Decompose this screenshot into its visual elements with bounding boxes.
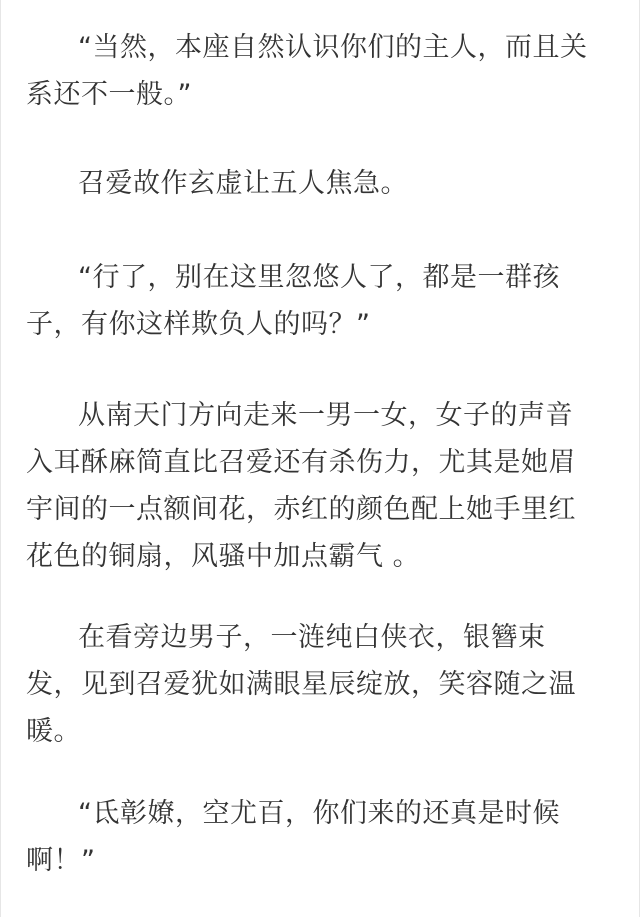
paragraph-line: “行了，别在这里忽悠人了，都是一群孩 bbox=[78, 262, 560, 293]
paragraph-6 bbox=[26, 790, 616, 884]
paragraph-line: 从南天门方向走来一男一女，女子的声音 bbox=[78, 400, 573, 431]
paragraph-line: “氐彰嫽，空尤百，你们来的还真是时候 bbox=[78, 798, 560, 829]
paragraph-line: “当然，本座自然认识你们的主人，而且关 bbox=[78, 32, 588, 63]
paragraph-line: 召爱故作玄虚让五人焦急。 bbox=[78, 168, 408, 199]
paragraph-4 bbox=[26, 392, 616, 580]
left-border bbox=[0, 0, 1, 917]
paragraph-line: 暖。 bbox=[26, 716, 81, 747]
paragraph-line: 在看旁边男子，一涟纯白侠衣，银簪束 bbox=[78, 622, 546, 653]
paragraph-line: 花色的铜扇，风骚中加点霸气 。 bbox=[26, 541, 421, 572]
paragraph-line: 子，有你这样欺负人的吗？” bbox=[26, 309, 371, 340]
paragraph-line: 宇间的一点额间花，赤红的颜色配上她手里红 bbox=[26, 494, 576, 525]
paragraph-line: 入耳酥麻简直比召爱还有杀伤力，尤其是她眉 bbox=[26, 447, 576, 478]
paragraph-line: 啊！” bbox=[26, 845, 96, 876]
paragraph-line: 发，见到召爱犹如满眼星辰绽放，笑容随之温 bbox=[26, 669, 576, 700]
paragraph-3 bbox=[26, 254, 616, 348]
paragraph-line: 系还不一般。” bbox=[26, 79, 192, 110]
paragraph-1 bbox=[26, 24, 616, 118]
paragraph-5 bbox=[26, 614, 616, 755]
paragraph-2 bbox=[26, 160, 616, 207]
